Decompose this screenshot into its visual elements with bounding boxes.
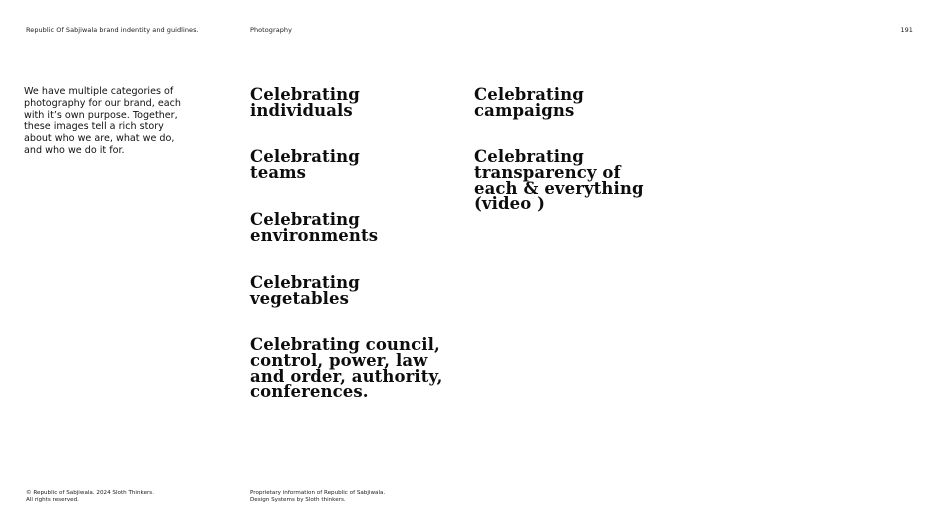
intro-paragraph: We have multiple categories of photography for our brand, each with it’s own purpose. Together, these images tell a rich story about who we are, what we do, and who we do it for. — [24, 86, 181, 156]
category-council: Celebrating council, control, power, law and order, authority, conferences. — [250, 335, 443, 402]
category-teams: Celebrating teams — [250, 147, 360, 182]
section-title: Photography — [250, 26, 292, 34]
footer-copyright: © Republic of Sabjiwala. 2024 Sloth Thinkers. All rights reserved. — [26, 490, 154, 503]
category-campaigns: Celebrating campaigns — [474, 85, 584, 120]
footer-proprietary: Proprietary information of Republic of Sabjiwala. Design Systems by Sloth thinkers. — [250, 490, 386, 503]
category-individuals: Celebrating individuals — [250, 85, 360, 120]
document-title: Republic Of Sabjiwala brand indentity and guidlines. — [26, 26, 199, 34]
category-environments: Celebrating environments — [250, 210, 379, 245]
page-number: 191 — [900, 26, 913, 34]
category-transparency: Celebrating transparency of each & everything (video ) — [474, 147, 644, 214]
category-vegetables: Celebrating vegetables — [250, 273, 360, 308]
